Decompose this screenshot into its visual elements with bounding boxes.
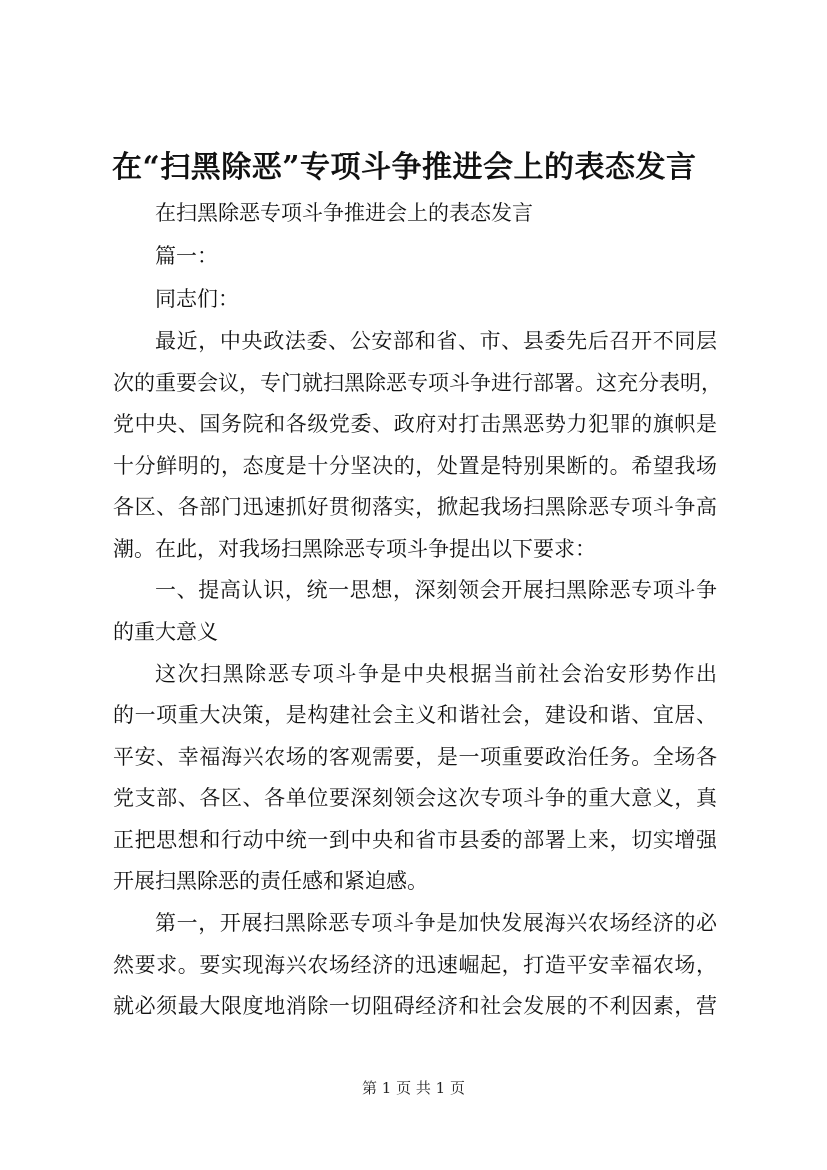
paragraph-line: 开展扫黑除恶的责任感和紧迫感。	[113, 869, 428, 893]
document-title: 在“扫黑除恶”专项斗争推进会上的表态发言	[112, 150, 697, 185]
paragraph-line: 次的重要会议，专门就扫黑除恶专项斗争进行部署。这充分表明，	[113, 371, 722, 395]
paragraph-line: 就必须最大限度地消除一切阻碍经济和社会发展的不利因素，营	[113, 994, 717, 1018]
heading-line: 的重大意义	[113, 620, 218, 644]
paragraph-line: 的一项重大决策，是构建社会主义和谐社会，建设和谐、宜居、	[113, 703, 717, 727]
paragraph-line: 这次扫黑除恶专项斗争是中央根据当前社会治安形势作出	[155, 662, 717, 686]
section-label: 篇一：	[155, 244, 218, 268]
subtitle-line: 在扫黑除恶专项斗争推进会上的表态发言	[155, 201, 533, 225]
paragraph-line: 十分鲜明的，态度是十分坚决的，处置是特别果断的。希望我场	[113, 454, 717, 478]
paragraph-line: 平安、幸福海兴农场的客观需要，是一项重要政治任务。全场各	[113, 745, 717, 769]
paragraph-line: 最近，中央政法委、公安部和省、市、县委先后召开不同层	[155, 329, 717, 353]
paragraph-line: 然要求。要实现海兴农场经济的迅速崛起，打造平安幸福农场，	[113, 953, 717, 977]
paragraph-line: 各区、各部门迅速抓好贯彻落实，掀起我场扫黑除恶专项斗争高	[113, 495, 717, 519]
paragraph-line: 党中央、国务院和各级党委、政府对打击黑恶势力犯罪的旗帜是	[113, 412, 717, 436]
paragraph-line: 正把思想和行动中统一到中央和省市县委的部署上来，切实增强	[113, 828, 717, 852]
salutation: 同志们：	[155, 287, 239, 311]
heading-line: 一、提高认识，统一思想，深刻领会开展扫黑除恶专项斗争	[155, 578, 717, 602]
paragraph-line: 第一，开展扫黑除恶专项斗争是加快发展海兴农场经济的必	[155, 911, 717, 935]
page-footer: 第 1 页 共 1 页	[362, 1079, 465, 1097]
paragraph-line: 党支部、各区、各单位要深刻领会这次专项斗争的重大意义，真	[113, 786, 717, 810]
paragraph-line: 潮。在此，对我场扫黑除恶专项斗争提出以下要求：	[113, 537, 596, 561]
